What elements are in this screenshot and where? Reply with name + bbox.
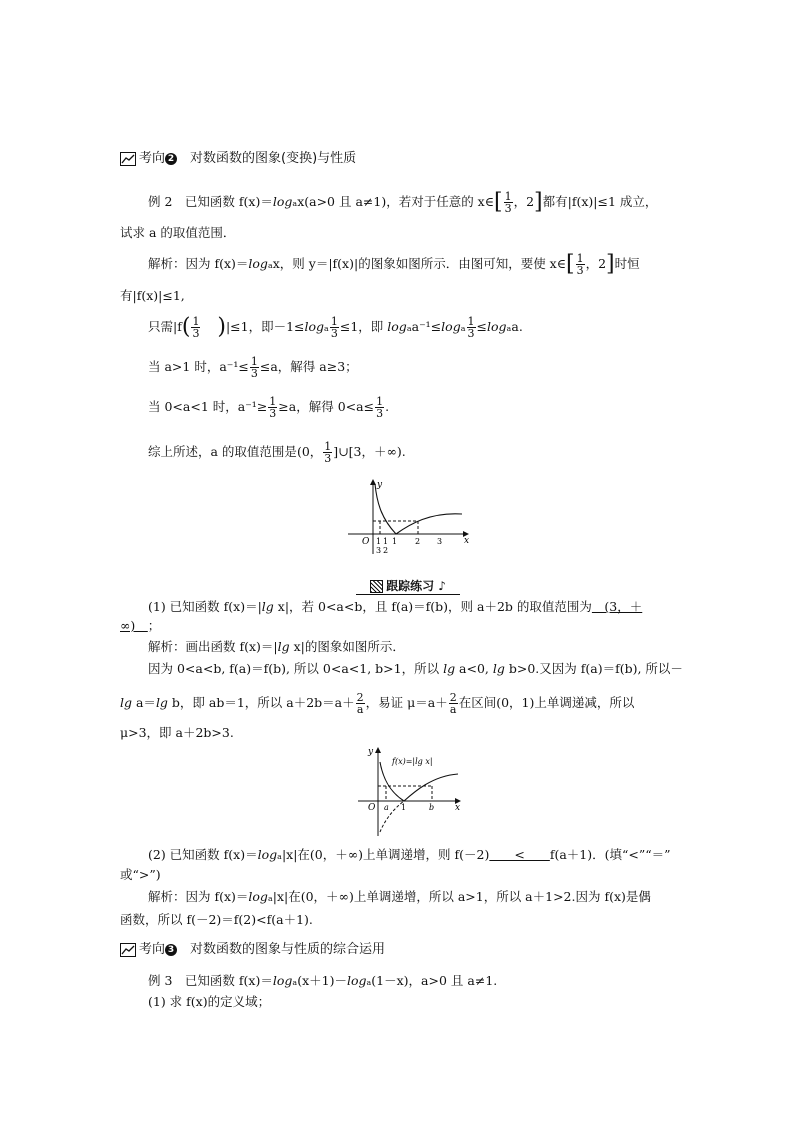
text: ₐ <box>460 319 466 334</box>
numerator: 1 <box>376 395 384 408</box>
tick-label-1: 1 <box>401 803 407 812</box>
text: lg <box>261 599 274 614</box>
denominator: 3 <box>330 327 338 340</box>
text: 例 3 已知函数 f(x)＝ <box>148 973 273 988</box>
bracket-left: [ <box>565 251 575 277</box>
text: x|的图象如图所示． <box>289 639 405 654</box>
section-title: 对数函数的图象(变换)与性质 <box>190 151 357 166</box>
denominator: 3 <box>504 202 512 215</box>
y-label: y <box>377 480 383 490</box>
trend-icon <box>120 943 136 957</box>
section-prefix: 考向 <box>139 151 166 166</box>
tick-label-b: b <box>429 803 435 812</box>
text: (2) 已知函数 f(x)＝ <box>148 847 258 862</box>
text: f(a＋1)．(填“<”“＝” <box>549 847 671 862</box>
section-prefix: 考向 <box>139 942 166 957</box>
curve-abs-lg <box>380 762 458 801</box>
numerator: 2 <box>449 691 457 704</box>
example3-line2 <box>148 993 270 1011</box>
tick-label: 1 <box>383 537 389 546</box>
solution2-line3 <box>148 316 523 339</box>
pencil-icon <box>370 580 383 593</box>
text: 跟踪练习 <box>386 579 435 593</box>
text: 都有|f(x)|≤1 成立， <box>542 194 658 209</box>
numerator: 1 <box>192 315 200 328</box>
text: lg <box>492 661 505 676</box>
text: lg <box>155 695 168 710</box>
text: ≤ <box>476 319 488 334</box>
q1-solution-line4 <box>120 724 234 742</box>
q1-solution-line2 <box>148 660 683 678</box>
bracket-right: ] <box>534 189 543 215</box>
trend-icon <box>120 152 136 166</box>
text: 2 <box>598 256 607 271</box>
q2-solution-line2 <box>120 911 313 929</box>
text: 例 2 已知函数 f(x)＝ <box>148 194 273 209</box>
section-number-badge: 3 <box>165 944 177 956</box>
text: 函数，所以 f(－2)＝f(2)<f(a＋1). <box>120 912 313 927</box>
text: (1) 已知函数 f(x)＝| <box>148 599 262 614</box>
example2-line2 <box>120 224 235 242</box>
origin-label: O <box>368 803 376 813</box>
text: 或“>”) <box>120 867 161 882</box>
graph-abs-lg <box>354 744 470 838</box>
numerator: 1 <box>324 440 332 453</box>
text: ]∪[3，＋∞). <box>333 444 406 459</box>
text: 因为 0<a<b, f(a)＝f(b), 所以 0<a<1, b>1，所以 <box>148 661 444 676</box>
q1-solution-line1 <box>148 638 405 656</box>
fraction <box>191 316 200 339</box>
fraction <box>504 191 513 214</box>
text: log <box>346 973 367 988</box>
text: 试求 a 的取值范围． <box>120 225 236 240</box>
denominator: a <box>449 703 457 716</box>
q2-solution-line1 <box>148 888 651 906</box>
text: ； <box>147 618 161 633</box>
solution2-line2 <box>120 287 185 305</box>
solution2-line6 <box>148 441 406 464</box>
text: lg <box>277 639 290 654</box>
text: ₐ <box>324 319 329 334</box>
text: log <box>257 847 278 862</box>
text: ₐ|x|在(0，＋∞)上单调递增，所以 a>1，所以 a＋1>2.因为 f(x)是偶 <box>267 889 651 904</box>
text: b>0.又因为 f(a)＝f(b), 所以－ <box>504 661 683 676</box>
q1-line2 <box>120 617 160 635</box>
follow-practice-label: 跟踪练习 ♪ <box>356 578 460 595</box>
numerator: 1 <box>504 190 512 203</box>
solution2-line1: 解析：因为 f(x)＝logₐx，则 y＝|f(x)|的图象如图所示．由图可知，要使 x∈[ $\frac{1}{3}$ ，2]时恒 <box>148 251 640 277</box>
tick-label: 3 <box>376 546 382 555</box>
section-heading-2 <box>120 150 356 168</box>
section-number-badge: 2 <box>165 153 177 165</box>
fraction <box>323 441 332 464</box>
denominator: a <box>356 703 364 716</box>
text: 解析：因为 f(x)＝ <box>148 889 249 904</box>
function-label: f(x)=|lg x| <box>392 757 433 766</box>
origin-label: O <box>362 537 370 547</box>
q1-line1 <box>148 598 642 616</box>
q2-line2 <box>120 866 161 884</box>
text: ₐx，则 y＝|f(x)|的图象如图所示．由图可知，要使 x∈ <box>267 256 566 271</box>
text: ≤a，解得 a≥3； <box>259 359 358 374</box>
fraction <box>268 396 277 419</box>
tick-label: 2 <box>415 537 421 546</box>
text: (1) 求 f(x)的定义域； <box>148 994 271 1009</box>
text: log <box>248 256 268 271</box>
text: ₐ(x＋1)－ <box>292 973 347 988</box>
denominator: 3 <box>192 327 200 340</box>
text: μ>3，即 a＋2b>3. <box>120 725 234 740</box>
answer-blank: < <box>489 847 550 862</box>
text: log <box>272 194 293 209</box>
text: 有|f(x)|≤1, <box>120 288 185 303</box>
text: log <box>304 319 325 334</box>
y-label: y <box>368 747 374 757</box>
text: ₐ(1－x)，a>0 且 a≠1. <box>366 973 498 988</box>
q1-solution-line3 <box>120 692 634 715</box>
text: ₐ|x|在(0，＋∞)上单调递增，则 f(－2) <box>277 847 490 862</box>
text: log <box>248 889 268 904</box>
answer-blank: (3，＋ <box>591 599 643 614</box>
text: 2 <box>526 194 535 209</box>
denominator: 3 <box>250 367 258 380</box>
numerator: 1 <box>467 315 475 328</box>
x-label: x <box>464 536 470 546</box>
denominator: 3 <box>467 327 475 340</box>
text: 当 a>1 时，a⁻¹≤ <box>148 359 249 374</box>
text: 当 0<a<1 时，a⁻¹≥ <box>148 399 268 414</box>
fraction <box>375 396 384 419</box>
text: a<0, <box>455 661 493 676</box>
example2-line1: 例 2 已知函数 f(x)＝logₐx(a>0 且 a≠1)，若对于任意的 x∈[ $\frac{1}{3}$ ，2]都有|f(x)|≤1 成立， <box>148 189 658 215</box>
fraction <box>250 356 259 379</box>
fraction <box>356 692 365 715</box>
text: |≤1，即－1≤ <box>225 319 305 334</box>
paren-left: ( <box>181 314 191 340</box>
section-heading-3 <box>120 941 385 959</box>
fraction <box>449 692 458 715</box>
bracket-left: [ <box>493 189 503 215</box>
denominator: 3 <box>324 452 332 465</box>
q2-line1 <box>148 846 671 864</box>
text: 解析：画出函数 f(x)＝| <box>148 639 278 654</box>
text: 时恒 <box>614 256 640 271</box>
tick-label: 3 <box>437 537 443 546</box>
text: lg <box>443 661 456 676</box>
tick-label: 1 <box>376 537 382 546</box>
text: log <box>487 319 507 334</box>
text: ₐa⁻¹≤ <box>406 319 442 334</box>
text: . <box>385 399 390 414</box>
section-title: 对数函数的图象与性质的综合运用 <box>190 942 386 957</box>
numerator: 1 <box>269 395 277 408</box>
tick-label: 2 <box>383 546 389 555</box>
graph-abs-log <box>340 474 480 558</box>
paren-right: ) <box>217 314 226 340</box>
text: b，即 ab＝1，所以 a＋2b＝a＋ <box>167 695 355 710</box>
fraction <box>467 316 476 339</box>
text: a＝ <box>132 695 156 710</box>
denominator: 3 <box>376 407 384 420</box>
solution2-line4 <box>148 356 358 379</box>
text: 解析：因为 f(x)＝ <box>148 256 249 271</box>
example3-line1 <box>148 972 497 990</box>
numerator: 1 <box>250 355 258 368</box>
text: log <box>272 973 293 988</box>
fraction <box>576 253 585 276</box>
denominator: 3 <box>576 264 584 277</box>
text: ≥a，解得 0<a≤ <box>278 399 375 414</box>
text: lg <box>120 695 132 710</box>
text: ₐx(a>0 且 a≠1)，若对于任意的 x∈ <box>292 194 494 209</box>
tick-label-a: a <box>384 803 389 812</box>
text: log <box>387 319 407 334</box>
text: (0， <box>296 444 323 459</box>
denominator: 3 <box>269 407 277 420</box>
text: ₐa. <box>506 319 523 334</box>
numerator: 1 <box>576 252 584 265</box>
text: log <box>441 319 461 334</box>
text: 在区间(0，1)上单调递减，所以 <box>458 695 635 710</box>
text: 只需|f <box>148 319 182 334</box>
text: x|，若 0<a<b，且 f(a)＝f(b)，则 a＋2b 的取值范围为 <box>273 599 592 614</box>
tick-label: 1 <box>392 537 398 546</box>
solution2-line5 <box>148 396 389 419</box>
numerator: 2 <box>356 691 364 704</box>
text: 综上所述，a 的取值范围是 <box>148 444 297 459</box>
bracket-right: ] <box>606 251 615 277</box>
fraction <box>330 316 339 339</box>
numerator: 1 <box>330 315 338 328</box>
text: ≤1，即 <box>339 319 388 334</box>
x-label: x <box>455 803 461 813</box>
text: ，易证 μ＝a＋ <box>365 695 448 710</box>
answer-blank: ∞) <box>120 618 148 633</box>
